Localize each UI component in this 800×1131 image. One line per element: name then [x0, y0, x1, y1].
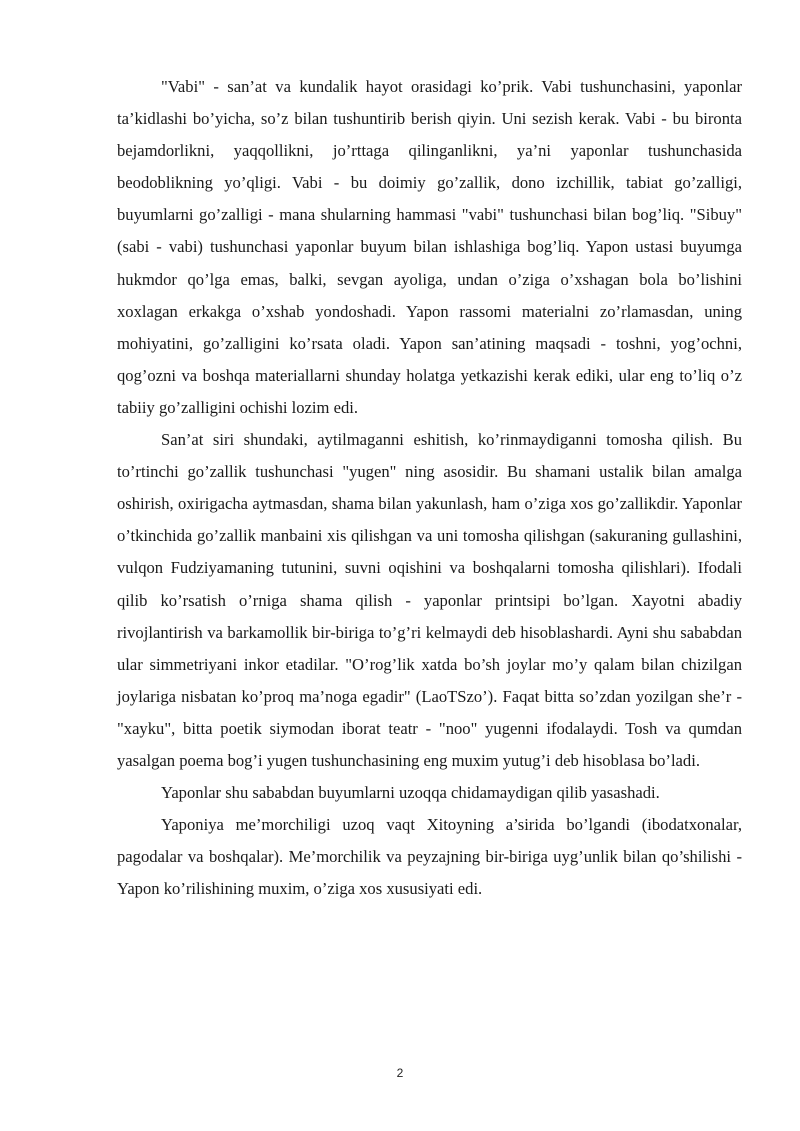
paragraph-durability: Yaponlar shu sababdan buyumlarni uzoqqa chidamaydigan qilib yasashadi. [161, 783, 660, 803]
page-number: 2 [396, 1066, 404, 1080]
document-body [117, 71, 742, 905]
paragraph-yugen: San’at siri shundaki, aytilmaganni eshitish, ko’rinmaydiganni tomosha qilish. Bu to’rtinchi go’zallik tushunchasi "yugen" ning asosidir. Bu shamani ustalik bilan amalga oshirish, oxirigacha aytmasdan, shama bilan yakunlash, ham o’ziga xos go’zallikdir. Yaponlar o’tkinchida go’zallik manbaini xis qilishgan va uni tomosha qilishgan (sakuraning gullashini, vulqon Fudziyamaning tutunini, suvni oqishini va boshqalarni tomosha qilishlari). Ifodali qilib ko’rsatish o’rniga shama qilish - yaponlar printsipi bo’lgan. Xayotni abadiy rivojlantirish va barkamollik bir-biriga to’g’ri kelmaydi deb hisoblashardi. Ayni shu sababdan ular simmetriyani inkor etadilar. "O’rog’lik xatda bo’sh joylar mo’y qalam bilan chizilgan joylariga nisbatan ko’proq ma’noga egadir" (LaoTSzo’). Faqat bitta so’zdan yozilgan she’r - "xayku", bitta poetik siymodan iborat teatr - "noo" yugenni ifodalaydi. Tosh va qumdan yasalgan poema bog’i yugen tushunchasining eng muxim yutug’i deb hisoblasa bo’ladi. [117, 430, 742, 770]
paragraph-vabi: "Vabi" - san’at va kundalik hayot orasidagi ko’prik. Vabi tushunchasini, yaponlar ta’kidlashi bo’yicha, so’z bilan tushuntirib berish qiyin. Uni sezish kerak. Vabi - bu bironta bejamdorlikni, yaqqollikni, jo’rttaga qilinganlikni, ya’ni yaponlar tushunchasida beodoblikning yo’qligi. Vabi - bu doimiy go’zallik, dono izchillik, tabiat go’zalligi, buyumlarni go’zalligi - mana shularning hammasi "vabi" tushunchasi bilan bog’liq. "Sibuy" (sabi - vabi) tushunchasi yaponlar buyum bilan ishlashiga bog’liq. Yapon ustasi buyumga hukmdor qo’lga emas, balki, sevgan ayoliga, undan o’ziga o’xshagan bola bo’lishini xoxlagan erkakga o’xshab yondoshadi. Yapon rassomi materialni zo’rlamasdan, uning mohiyatini, go’zalligini ko’rsata oladi. Yapon san’atining maqsadi - toshni, yog’ochni, qog’ozni va boshqa materiallarni shunday holatga yetkazishi kerak ediki, ular eng to’liq o’z tabiiy go’zalligini ochishi lozim edi. [117, 77, 742, 417]
paragraph-architecture: Yaponiya me’morchiligi uzoq vaqt Xitoyning a’sirida bo’lgandi (ibodatxonalar, pagodalar va boshqalar). Me’morchilik va peyzajning bir-biriga uyg’unlik bilan qo’shilishi - Yapon ko’rilishining muxim, o’ziga xos xususiyati edi. [117, 815, 742, 899]
